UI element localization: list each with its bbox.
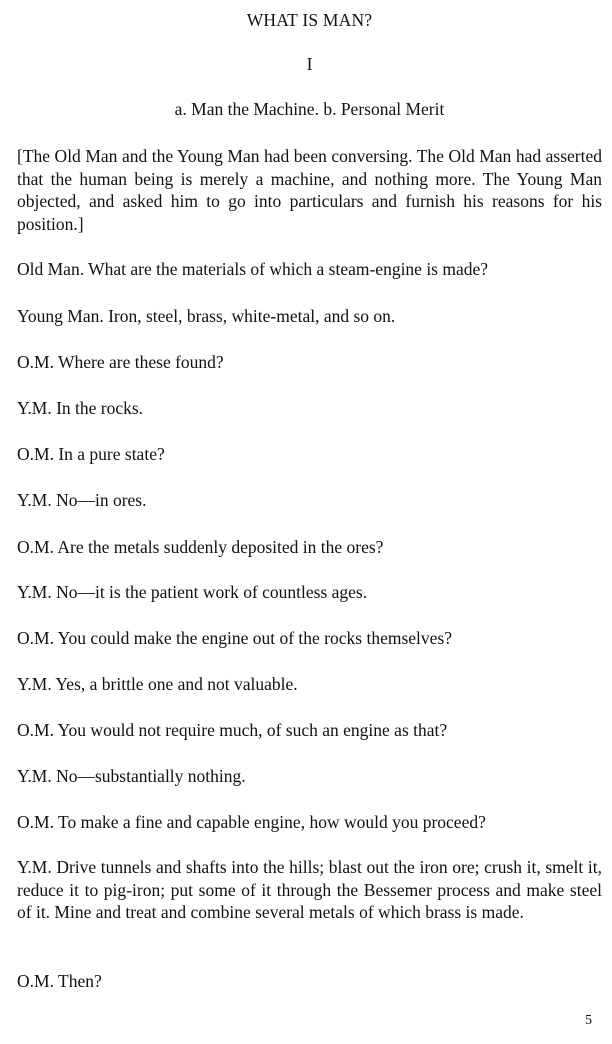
dialogue-paragraph: Y.M. Drive tunnels and shafts into the hills; blast out the iron ore; crush it, smelt it, reduce it to pig-iron; put some of it through the Bessemer process and make steel of it. Mine and treat and combine several metals of which brass is made.	[17, 857, 602, 922]
book-title: WHAT IS MAN?	[246, 10, 373, 30]
dialogue-line: Young Man. Iron, steel, brass, white-metal, and so on.	[17, 306, 396, 326]
dialogue-line: Y.M. No—it is the patient work of countless ages.	[17, 582, 368, 602]
dialogue-line: O.M. You could make the engine out of the rocks themselves?	[17, 628, 452, 648]
dialogue-line: Old Man. What are the materials of which a steam-engine is made?	[17, 259, 489, 279]
chapter-number: I	[306, 54, 313, 74]
dialogue-line: Y.M. In the rocks.	[17, 398, 144, 418]
dialogue-line: Y.M. No—in ores.	[17, 490, 147, 510]
dialogue-line: Y.M. Yes, a brittle one and not valuable.	[17, 674, 298, 694]
book-page	[17, 0, 602, 1044]
chapter-subtitle: a. Man the Machine. b. Personal Merit	[174, 99, 445, 119]
dialogue-line: Y.M. No—substantially nothing.	[17, 766, 246, 786]
page-number: 5	[585, 1013, 592, 1028]
dialogue-line: O.M. In a pure state?	[17, 444, 165, 464]
dialogue-line: O.M. To make a fine and capable engine, how would you proceed?	[17, 812, 486, 832]
dialogue-line: O.M. You would not require much, of such an engine as that?	[17, 720, 448, 740]
intro-paragraph: [The Old Man and the Young Man had been conversing. The Old Man had asserted that the human being is merely a machine, and nothing more. The Young Man objected, and asked him to go into particulars and furnish his reasons for his position.]	[17, 146, 602, 234]
dialogue-line: O.M. Are the metals suddenly deposited in the ores?	[17, 537, 384, 557]
dialogue-line: O.M. Then?	[17, 971, 102, 991]
dialogue-line: O.M. Where are these found?	[17, 352, 224, 372]
